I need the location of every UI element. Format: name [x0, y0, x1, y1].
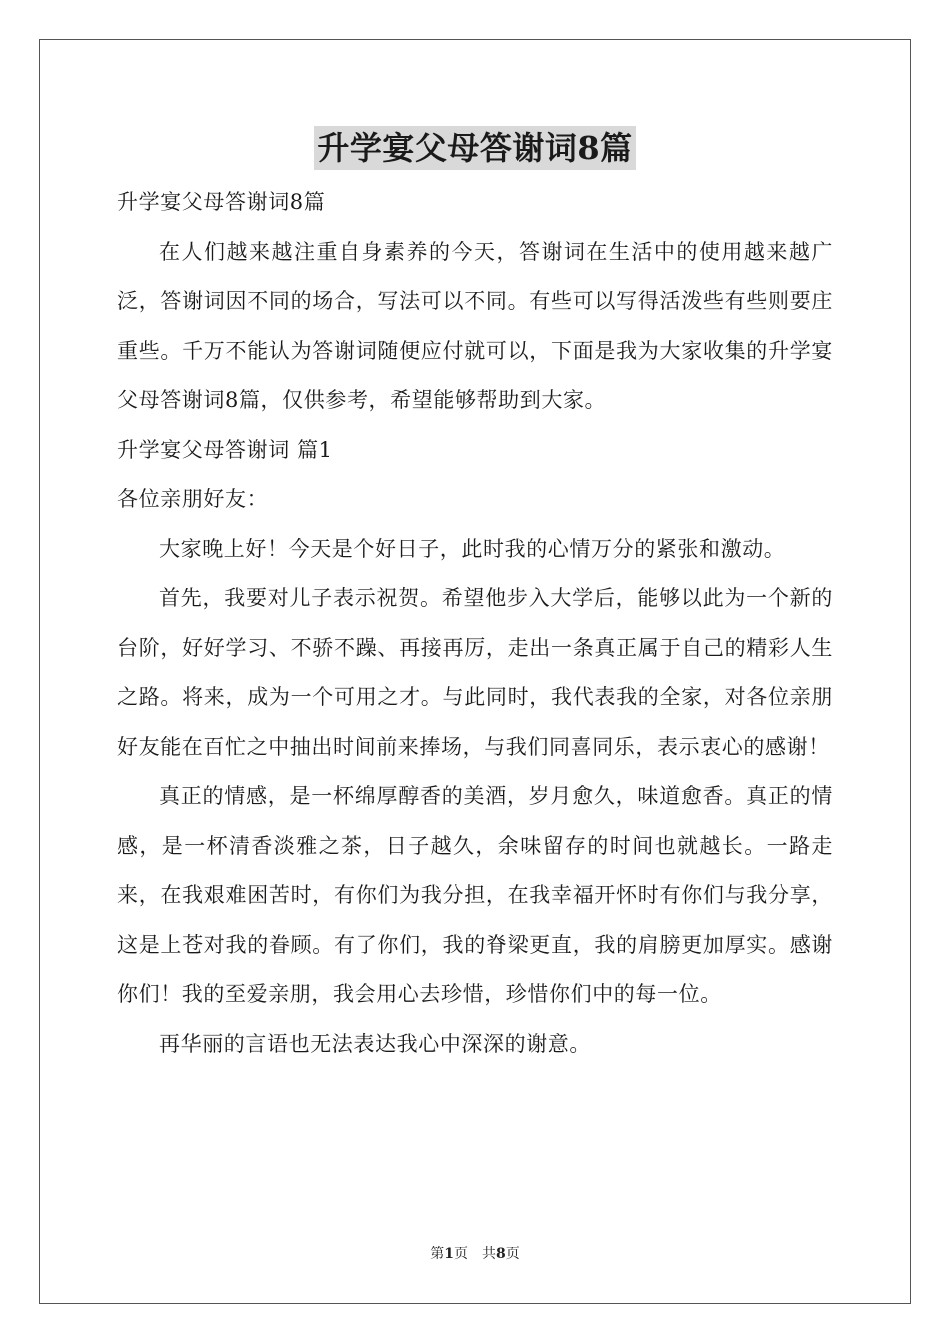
page-suffix: 页 [505, 1246, 520, 1262]
paragraph-list [117, 228, 833, 1070]
paragraph: 真正的情感，是一杯绵厚醇香的美酒，岁月愈久，味道愈香。真正的情感，是一杯清香淡雅之茶，日子越久，余味留存的时间也就越长。一路走来，在我艰难困苦时，有你们为我分担，在我幸福开怀时有你们与我分享，这是上苍对我的眷顾。有了你们，我的脊梁更直，我的肩膀更加厚实。感谢你们！我的至爱亲朋，我会用心去珍惜，珍惜你们中的每一位。 [117, 784, 833, 1006]
paragraph: 首先，我要对儿子表示祝贺。希望他步入大学后，能够以此为一个新的台阶，好好学习、不骄不躁、再接再厉，走出一条真正属于自己的精彩人生之路。将来，成为一个可用之才。与此同时，我代表我的全家，对各位亲朋好友能在百忙之中抽出时间前来捧场，与我们同喜同乐，表示衷心的感谢！ [117, 586, 833, 759]
document-subtitle: 升学宴父母答谢词8篇 [117, 190, 326, 214]
paragraph: 再华丽的言语也无法表达我心中深深的谢意。 [159, 1031, 591, 1056]
document-body [117, 178, 833, 1069]
paragraph: 在人们越来越注重自身素养的今天，答谢词在生活中的使用越来越广泛，答谢词因不同的场合，写法可以不同。有些可以写得活泼些有些则要庄重些。千万不能认为答谢词随便应付就可以，下面是我为大家收集的升学宴父母答谢词8篇，仅供参考，希望能够帮助到大家。 [117, 239, 833, 412]
title-container [0, 126, 950, 170]
page-mid: 页 共 [454, 1246, 496, 1262]
paragraph: 各位亲朋好友： [117, 487, 269, 511]
paragraph: 升学宴父母答谢词 篇1 [117, 437, 333, 462]
page-footer [0, 1243, 950, 1263]
document-title: 升学宴父母答谢词8篇 [314, 126, 635, 170]
page-total: 8 [496, 1246, 506, 1262]
page-current: 1 [444, 1246, 454, 1262]
page-prefix: 第 [430, 1246, 445, 1262]
paragraph: 大家晚上好！今天是个好日子，此时我的心情万分的紧张和激动。 [159, 536, 786, 561]
